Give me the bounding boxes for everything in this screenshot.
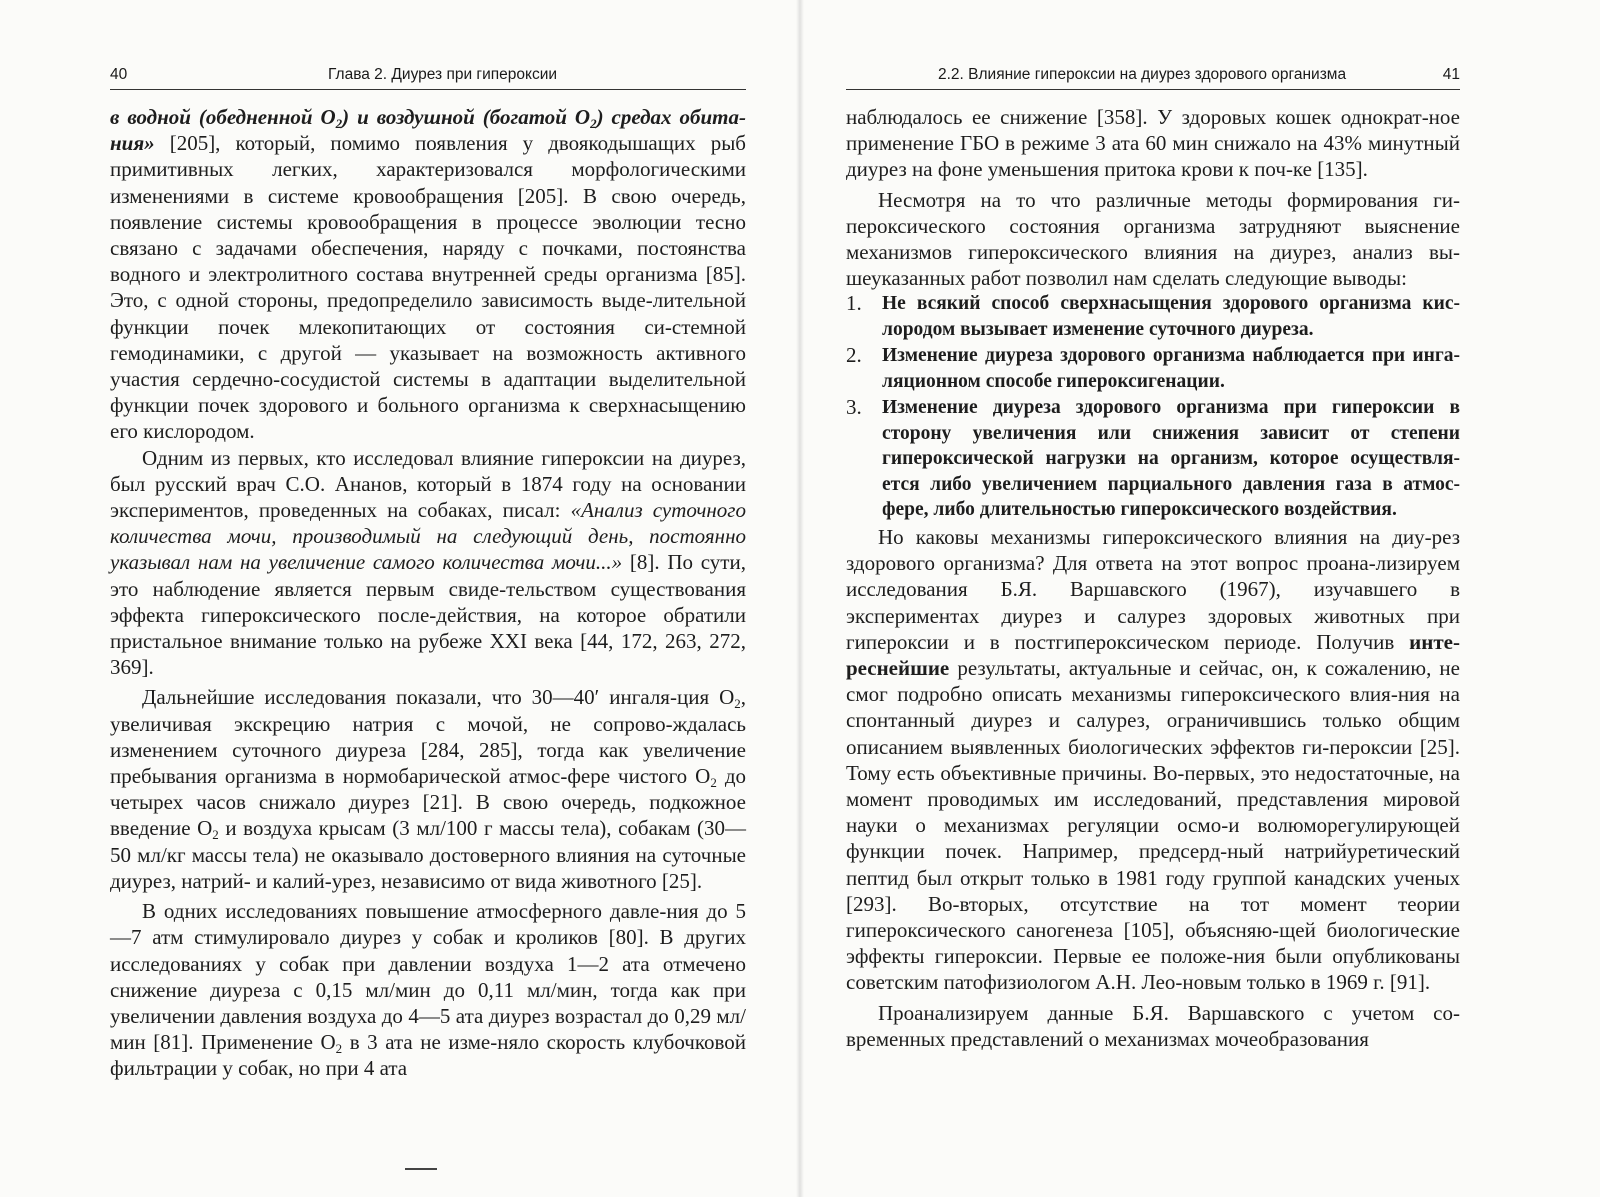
right-page bbox=[800, 0, 1600, 1197]
conclusion-item bbox=[846, 343, 1460, 394]
subscript: 2 bbox=[212, 827, 219, 843]
left-paragraph-2 bbox=[110, 445, 746, 681]
conclusion-item bbox=[846, 291, 1460, 342]
paragraph-text: и воздуха крысам (3 мл/100 г массы тела), собакам (30—50 мл/кг массы тела) не оказывало достоверного влияния на суточные диурез, натрий- и калий-урез, независимо от вида животного [25]. bbox=[110, 816, 746, 893]
paragraph-text: Но каковы механизмы гипероксического влияния на диу-рез здорового организма? Для ответа на этот вопрос проана-лизируем исследования Б.Я. Варшавского (1967), изучавшего в экспериментах диурез и салурез здоровых животных при гипероксии и в постгипероксическом периоде. Получив bbox=[846, 524, 1460, 654]
left-paragraph-4 bbox=[110, 898, 746, 1081]
conclusion-text: Изменение диуреза здорового организма при гипероксии в сторону увеличения или снижения зависит от степени гипероксической нагрузки на организм, которое осуществля-ется либо увеличением парциального давления газа в атмос-фере, либо длительностью гипероксического воздействия. bbox=[882, 397, 1460, 521]
subscript: 2 bbox=[734, 696, 741, 712]
subscript: 2 bbox=[710, 775, 717, 791]
left-running-head bbox=[110, 62, 746, 88]
right-header-rule bbox=[846, 89, 1460, 90]
italic-quote: «Анализ суточного количества мочи, производимый на следующий день, постоянно указывал нам на увеличение самого количества мочи...» bbox=[110, 498, 746, 575]
list-number: 3. bbox=[846, 395, 862, 420]
left-page-body bbox=[110, 104, 746, 1082]
conclusions-list bbox=[846, 291, 1460, 523]
right-page-number: 41 bbox=[1442, 66, 1460, 83]
left-paragraph-3 bbox=[110, 684, 746, 894]
right-paragraph-2: Несмотря на то что различные методы формирования ги-пероксического состояния организма затрудняют выяснение механизмов гипероксического влияния на диурез, анализ вы-шеуказанных работ позволил нам сделать следующие выводы: bbox=[846, 187, 1460, 291]
list-number: 2. bbox=[846, 343, 862, 368]
subscript: 2 bbox=[335, 116, 343, 131]
paragraph-text: Дальнейшие исследования показали, что 30—40′ ингаля-ция О bbox=[142, 685, 735, 710]
paragraph-text: результаты, актуальные и сейчас, он, к сожалению, не смог подробно описать механизмы гипероксического влия-ния на спонтанный диурез и салурез, ограничившись только общим описанием выявленных биологических эффектов ги-пероксии [25]. Тому есть объективные причины. Во-первых, это недостаточные, на момент проводимых им исследований, представления мировой науки о механизмах регуляции осмо-и волюморегулирующей функции почек. Например, предсерд-ный натрийуретический пептид был открыт только в 1981 году группой канадских ученых [293]. Во-вторых, отсутствие на тот момент теории гипероксического саногенеза [105], объясняю-щей биологические эффекты гипероксии. Первые ее положе-ния были опубликованы советским патофизиологом А.Н. Лео-новым только в 1969 г. [91]. bbox=[846, 655, 1460, 995]
paragraph-text: , увеличивая экскрецию натрия с мочой, не сопрово-ждалась изменением суточного диуреза [284, 285], тогда как увеличение пребывания организма в нормобарической атмос-фере чистого О bbox=[110, 685, 746, 789]
left-header-rule bbox=[110, 89, 746, 90]
quote-fragment: в водной (обедненной О bbox=[110, 105, 336, 129]
right-running-title: 2.2. Влияние гипероксии на диурез здорового организма bbox=[938, 66, 1347, 83]
paragraph-text: в 3 ата не изме-няло скорость клубочковой фильтрации у собак, но при 4 ата bbox=[110, 1030, 746, 1081]
scan-artifact-mark bbox=[405, 1168, 437, 1170]
right-paragraph-4: Проанализируем данные Б.Я. Варшавского с учетом со-временных представлений о механизмах мочеобразования bbox=[846, 1000, 1460, 1051]
left-running-title: Глава 2. Диурез при гипероксии bbox=[328, 66, 558, 83]
paragraph-text: [205], который, помимо появления у двоякодышащих рыб примитивных легких, характеризовался морфологическими изменениями в системе кровообращения [205]. В свою очередь, появление системы кровообращения в процессе эволюции тесно связано с задачами обеспечения, наряду с почками, постоянства водного и электролитного состава внутренней среды организма [85]. Это, с одной стороны, предопределило зависимость выде-лительной функции почек млекопитающих от состояния си-стемной гемодинамики, с другой — указывает на возможность активного участия сердечно-сосудистой системы в адаптации выделительной функции почек здорового и больного организма к сверхнасыщению его кислородом. bbox=[110, 131, 746, 444]
left-page-number: 40 bbox=[110, 66, 128, 83]
left-paragraph-1 bbox=[110, 104, 746, 445]
paragraph-text: Одним из первых, кто исследовал влияние гипероксии на диурез, был русский врач С.О. Ананов, который в 1874 году на основании экспериментов, проведенных на собаках, писал: bbox=[110, 445, 746, 523]
subscript: 2 bbox=[590, 116, 597, 131]
conclusion-text: Не всякий способ сверхнасыщения здорового организма кис-лородом вызывает изменение суточного диуреза. bbox=[882, 293, 1460, 340]
conclusion-text: Изменение диуреза здорового организма наблюдается при инга-ляционном способе гипероксигенации. bbox=[882, 345, 1460, 392]
conclusion-item bbox=[846, 395, 1460, 523]
right-page-body bbox=[846, 104, 1460, 1052]
paragraph-text: [8]. По сути, это наблюдение является первым свиде-тельством существования эффекта гипероксического после-действия, на которое обратили пристальное внимание только на рубеже XXI века [44, 172, 263, 272, 369]. bbox=[110, 550, 746, 680]
right-paragraph-3 bbox=[846, 524, 1460, 996]
right-running-head bbox=[846, 62, 1460, 88]
quote-fragment: ) средах обита-ния» bbox=[110, 105, 746, 156]
list-number: 1. bbox=[846, 291, 862, 316]
quote-fragment: ) и воздушной (богатой О bbox=[342, 105, 591, 129]
paragraph-text: В одних исследованиях повышение атмосферного давле-ния до 5—7 атм стимулировало диурез у собак и кроликов [80]. В других исследованиях у собак при давлении воздуха 1—2 ата отмечено снижение диуреза с 0,15 мл/мин до 0,11 мл/мин, тогда как при увеличении давления воздуха до 4—5 ата диурез возрастал до 0,29 мл/мин [81]. Применение О bbox=[110, 899, 746, 1055]
subscript: 2 bbox=[335, 1041, 343, 1057]
bold-word: инте-реснейшие bbox=[846, 629, 1460, 680]
right-paragraph-1: наблюдалось ее снижение [358]. У здоровых кошек однократ-ное применение ГБО в режиме 3 ата 60 мин снижало на 43% минутный диурез на фоне уменьшения притока крови к поч-ке [135]. bbox=[846, 105, 1460, 182]
paragraph-text: до четырех часов снижало диурез [21]. В свою очередь, подкожное введение О bbox=[110, 764, 746, 841]
